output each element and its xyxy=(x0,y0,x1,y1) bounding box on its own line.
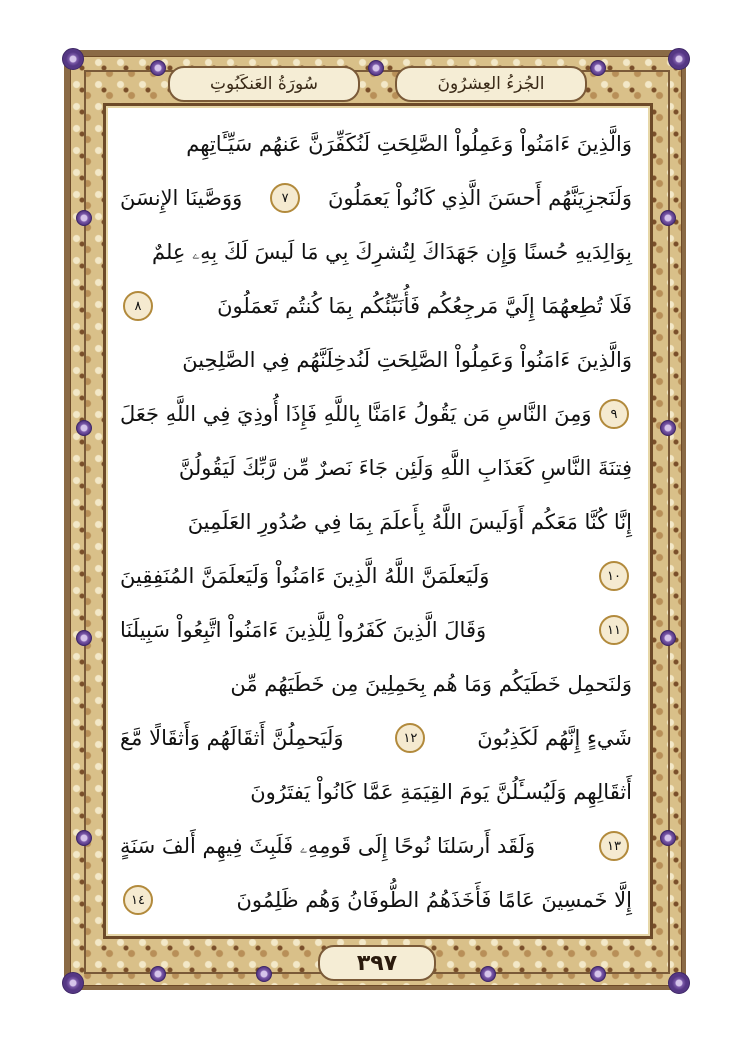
line-text-continued: وَلَقَد أَرسَلنَا نُوحًا إِلَى قَومِهِۦ فَلَبِثَ فِيهِم أَلفَ سَنَةٍ xyxy=(120,833,536,858)
verse-line xyxy=(120,819,632,873)
rosette-icon xyxy=(480,966,496,982)
line-text: فِتنَةَ النَّاسِ كَعَذَابِ اللَّهِ وَلَئِن جَاءَ نَصرٌ مِّن رَّبِّكَ لَيَقُولُنَّ xyxy=(178,456,632,480)
rosette-icon xyxy=(660,210,676,226)
line-text-continued: وَلَيَحمِلُنَّ أَثقَالَهُم وَأَثقَالًا مَّعَ xyxy=(120,726,344,750)
line-text: وَالَّذِينَ ءَامَنُواْ وَعَمِلُواْ الصَّلِحَتِ لَنُكَفِّرَنَّ عَنهُم سَيِّـَٔاتِهِم xyxy=(186,132,632,156)
verse-line xyxy=(120,765,632,819)
ayah-number-marker: ١٣ xyxy=(599,831,629,861)
verse-line xyxy=(120,117,632,171)
rosette-icon xyxy=(256,966,272,982)
rosette-icon xyxy=(62,972,84,994)
line-text: بِوَالِدَيهِ حُسنًا وَإِن جَهَدَاكَ لِتُشرِكَ بِي مَا لَيسَ لَكَ بِهِۦ عِلمٌ xyxy=(152,239,632,264)
rosette-icon xyxy=(76,630,92,646)
rosette-icon xyxy=(590,60,606,76)
rosette-icon xyxy=(668,48,690,70)
verse-line xyxy=(120,279,632,333)
ayah-number-marker: ٧ xyxy=(270,183,300,213)
line-text-continued: وَمِنَ النَّاسِ مَن يَقُولُ ءَامَنَّا بِاللَّهِ فَإِذَا أُوذِيَ فِي اللَّهِ جَعَلَ xyxy=(120,402,592,426)
rosette-icon xyxy=(76,830,92,846)
line-text: أَثقَالِهِم وَلَيُسـَٔلُنَّ يَومَ القِيَمَةِ عَمَّا كَانُواْ يَفتَرُونَ xyxy=(250,780,632,804)
page-number-cartouche xyxy=(318,945,436,981)
verse-line xyxy=(120,171,632,225)
rosette-icon xyxy=(62,48,84,70)
verse-line xyxy=(120,549,632,603)
line-text: وَلَنَجزِيَنَّهُم أَحسَنَ الَّذِي كَانُواْ يَعمَلُونَ xyxy=(327,186,632,210)
surah-name: سُورَةُ العَنكَبُوتِ xyxy=(209,74,319,94)
verse-line xyxy=(120,603,632,657)
line-text: وَلنَحمِل خَطَيَكُم وَمَا هُم بِحَمِلِينَ مِن خَطَيَهُم مِّن xyxy=(230,672,632,696)
ayah-number-marker: ١٢ xyxy=(395,723,425,753)
verse-line xyxy=(120,225,632,279)
line-text-continued: وَقَالَ الَّذِينَ كَفَرُواْ لِلَّذِينَ ءَامَنُواْ اتَّبِعُواْ سَبِيلَنَا xyxy=(120,618,487,642)
line-text: فَلَا تُطِعهُمَا إِلَيَّ مَرجِعُكُم فَأُنَبِّئُكُم بِمَا كُنتُم تَعمَلُونَ xyxy=(217,294,632,318)
rosette-icon xyxy=(660,830,676,846)
juz-header xyxy=(395,66,587,102)
line-text: إِنَّا كُنَّا مَعَكُم أَوَلَيسَ اللَّهُ بِأَعلَمَ بِمَا فِي صُدُورِ العَلَمِينَ xyxy=(187,510,632,534)
line-text: وَالَّذِينَ ءَامَنُواْ وَعَمِلُواْ الصَّلِحَتِ لَنُدخِلَنَّهُم فِي الصَّلِحِينَ xyxy=(182,348,632,372)
verse-line xyxy=(120,711,632,765)
line-text: إِلَّا خَمسِينَ عَامًا فَأَخَذَهُمُ الطُّوفَانُ وَهُم ظَلِمُونَ xyxy=(236,888,632,912)
rosette-icon xyxy=(660,630,676,646)
ayah-number-marker: ١٤ xyxy=(123,885,153,915)
page-number: ٣٩٧ xyxy=(356,950,398,976)
rosette-icon xyxy=(590,966,606,982)
rosette-icon xyxy=(660,420,676,436)
ayah-number-marker: ١١ xyxy=(599,615,629,645)
verse-line xyxy=(120,441,632,495)
surah-name-header xyxy=(168,66,360,102)
verse-line xyxy=(120,873,632,927)
rosette-icon xyxy=(76,420,92,436)
juz-name: الجُزءُ العِشرُونَ xyxy=(437,74,545,94)
verse-line xyxy=(120,657,632,711)
ayah-number-marker: ٨ xyxy=(123,291,153,321)
verse-line xyxy=(120,387,632,441)
rosette-icon xyxy=(76,210,92,226)
verse-line xyxy=(120,495,632,549)
rosette-icon xyxy=(368,60,384,76)
rosette-icon xyxy=(150,60,166,76)
verse-lines xyxy=(120,117,632,917)
line-text: شَيءٍ إِنَّهُم لَكَذِبُونَ xyxy=(477,726,632,750)
ayah-number-marker: ٩ xyxy=(599,399,629,429)
rosette-icon xyxy=(150,966,166,982)
rosette-icon xyxy=(668,972,690,994)
line-text-continued: وَلَيَعلَمَنَّ اللَّهُ الَّذِينَ ءَامَنُواْ وَلَيَعلَمَنَّ المُنَفِقِينَ xyxy=(120,564,490,588)
line-text-continued: وَوَصَّينَا الإِنسَنَ xyxy=(120,186,243,210)
verse-line xyxy=(120,333,632,387)
ayah-number-marker: ١٠ xyxy=(599,561,629,591)
